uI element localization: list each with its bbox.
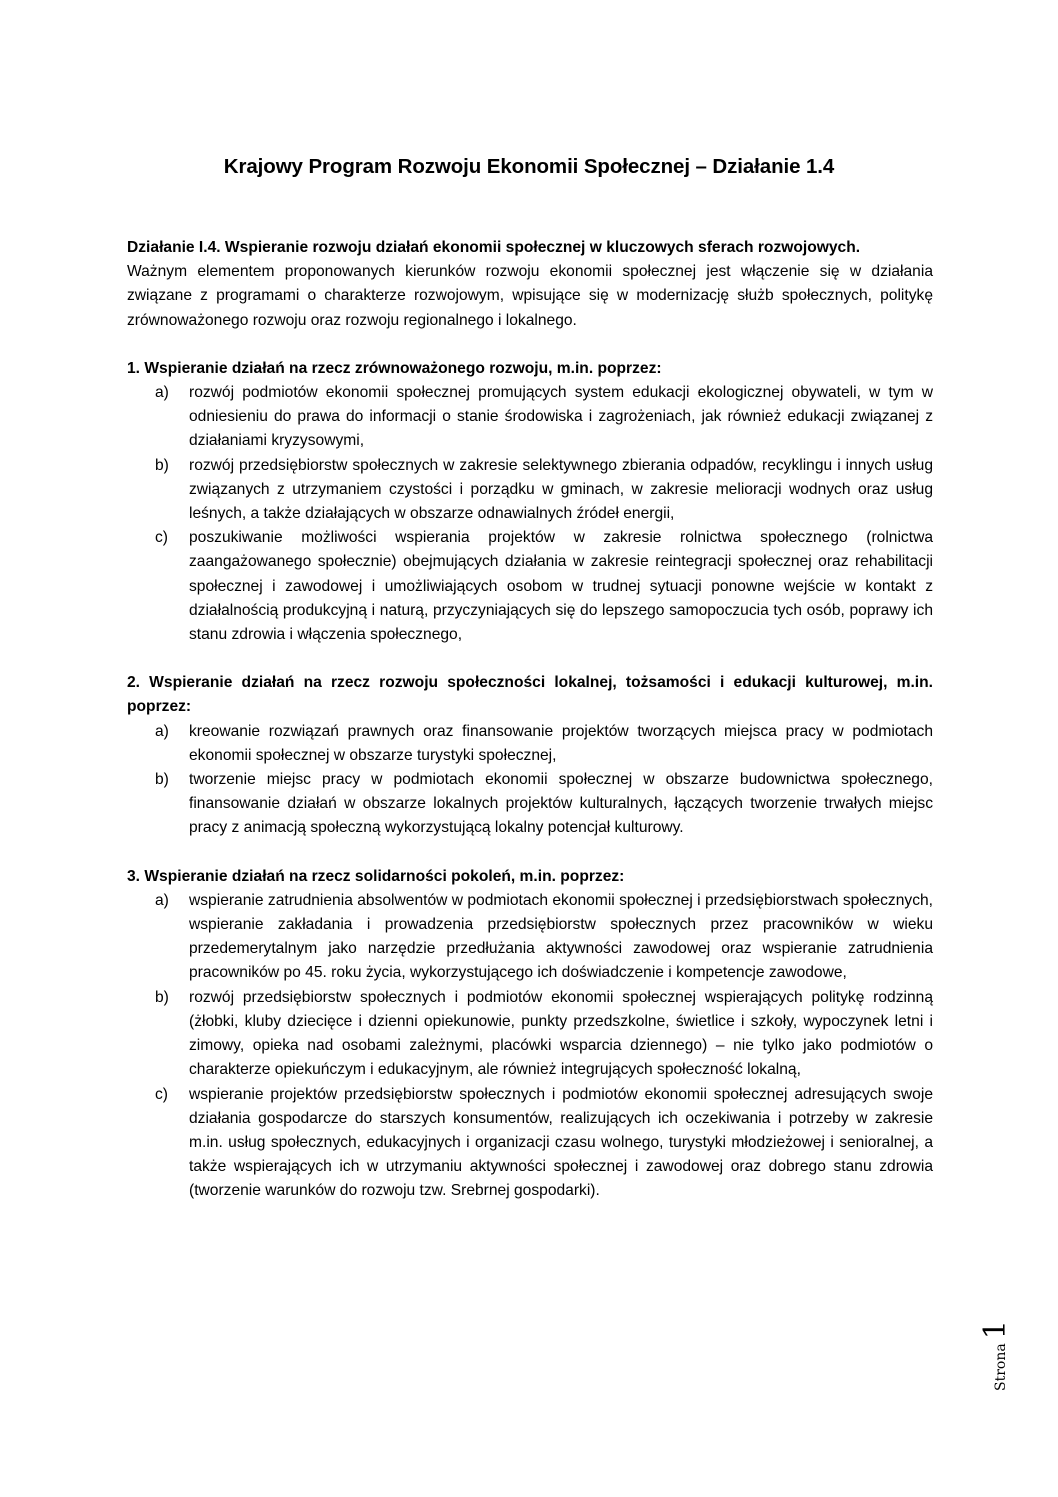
section-heading: 2. Wspieranie działań na rzecz rozwoju społeczności lokalnej, tożsamości i edukacji kulturowej, m.in. poprzez: — [127, 674, 933, 716]
list-item — [127, 526, 933, 647]
section-heading: 3. Wspieranie działań na rzecz solidarności pokoleń, m.in. poprzez: — [127, 867, 625, 885]
list-marker: c) — [155, 529, 168, 547]
page-label: Strona — [993, 1343, 1009, 1391]
page-footer — [976, 1303, 1036, 1391]
intro-heading: Działanie I.4. Wspieranie rozwoju działań ekonomii społecznej w kluczowych sferach rozwojowych. — [127, 239, 861, 256]
page-number-block — [978, 1320, 1013, 1391]
intro-block — [127, 236, 933, 333]
list-marker: b) — [155, 771, 169, 789]
list-item-text: rozwój przedsiębiorstw społecznych i podmiotów ekonomii społecznej wspierających politykę rodzinną (żłobki, kluby dziecięce i dzienni opiekunowie, punkty przedszkolne, świetlice i szkoły, wypoczynek letni i zimowy, opieka nad osobami zależnymi, placówki wsparcia dziennego) – nie tylko jako podmiotów o charakterze opiekuńczym i edukacyjnym, ale również integrujących społeczność lokalną, — [189, 988, 933, 1079]
list-marker: c) — [155, 1085, 168, 1103]
list-marker: a) — [155, 891, 169, 909]
document-body — [127, 236, 933, 1204]
list-item — [127, 720, 933, 768]
section-list — [127, 720, 933, 841]
list-marker: b) — [155, 988, 169, 1006]
section-heading: 1. Wspieranie działań na rzecz zrównoważonego rozwoju, m.in. poprzez: — [127, 359, 662, 377]
section-2 — [127, 671, 933, 840]
intro-paragraph: Ważnym elementem proponowanych kierunków rozwoju ekonomii społecznej jest włączenie się w działania związane z programami o charakterze rozwojowym, wpisujące się w modernizację służb społecznych, politykę zrównoważonego rozwoju oraz rozwoju regionalnego i lokalnego. — [127, 263, 933, 329]
list-marker: b) — [155, 456, 169, 474]
list-item — [127, 454, 933, 527]
list-item — [127, 1083, 933, 1204]
section-list — [127, 889, 933, 1204]
list-item-text: kreowanie rozwiązań prawnych oraz finansowanie projektów tworzących miejsca pracy w podmiotach ekonomii społecznej w obszarze turystyki społecznej, — [189, 722, 933, 764]
document-title: Krajowy Program Rozwoju Ekonomii Społecznej – Działanie 1.4 — [223, 155, 835, 178]
list-item-text: rozwój podmiotów ekonomii społecznej promujących system edukacji ekologicznej obywateli, w tym w odniesieniu do prawa do informacji o stanie środowiska i zagrożeniach, jak również edukacji związanej z działaniami kryzysowymi, — [189, 384, 933, 450]
page-number: 1 — [978, 1320, 1013, 1340]
list-marker: a) — [155, 722, 169, 740]
section-1 — [127, 357, 933, 647]
list-marker: a) — [155, 384, 169, 402]
list-item-text: poszukiwanie możliwości wspierania projektów w zakresie rolnictwa społecznego (rolnictwa zaangażowanego społecznie) obejmujących działania w zakresie reintegracji społecznej oraz rehabilitacji społecznej i zawodowej i umożliwiających osobom w trudnej sytuacji ponowne wejście w kontakt z działalnością produkcyjną i naturą, przyczyniających się do lepszego samopoczucia tych osób, poprawy ich stanu zdrowia i włączenia społecznego, — [189, 529, 933, 644]
list-item — [127, 381, 933, 454]
section-list — [127, 381, 933, 647]
section-3 — [127, 865, 933, 1204]
list-item — [127, 889, 933, 986]
list-item — [127, 768, 933, 841]
list-item-text: wspieranie projektów przedsiębiorstw społecznych i podmiotów ekonomii społecznej adresujących swoje działania gospodarcze do starszych konsumentów, realizujących ich oczekiwania i potrzeby w zakresie m.in. usług społecznych, edukacyjnych i organizacji czasu wolnego, turystyki młodzieżowej i senioralnej, a także wspierających ich w utrzymaniu aktywności społecznej i zawodowej oraz dobrego stanu zdrowia (tworzenie warunków do rozwoju tzw. Srebrnej gospodarki). — [189, 1085, 933, 1200]
list-item — [127, 986, 933, 1083]
list-item-text: rozwój przedsiębiorstw społecznych w zakresie selektywnego zbierania odpadów, recyklingu i innych usług związanych z utrzymaniem czystości i porządku w gminach, w zakresie melioracji wodnych oraz usług leśnych, a także działających w obszarze odnawialnych źródeł energii, — [189, 456, 933, 523]
list-item-text: wspieranie zatrudnienia absolwentów w podmiotach ekonomii społecznej i przedsiębiorstwach społecznych, wspieranie zakładania i prowadzenia przedsiębiorstw społecznych przez pracowników w wieku przedemerytalnym jako narzędzie przedłużania aktywności zawodowej oraz wspieranie zatrudnienia pracowników po 45. roku życia, wykorzystującego ich doświadczenie i kompetencje zawodowe, — [189, 891, 933, 982]
list-item-text: tworzenie miejsc pracy w podmiotach ekonomii społecznej w obszarze budownictwa społecznego, finansowanie działań w obszarze lokalnych projektów kulturalnych, łączących tworzenie trwałych miejsc pracy z animacją społeczną wykorzystującą lokalny potencjał kulturowy. — [189, 771, 933, 837]
